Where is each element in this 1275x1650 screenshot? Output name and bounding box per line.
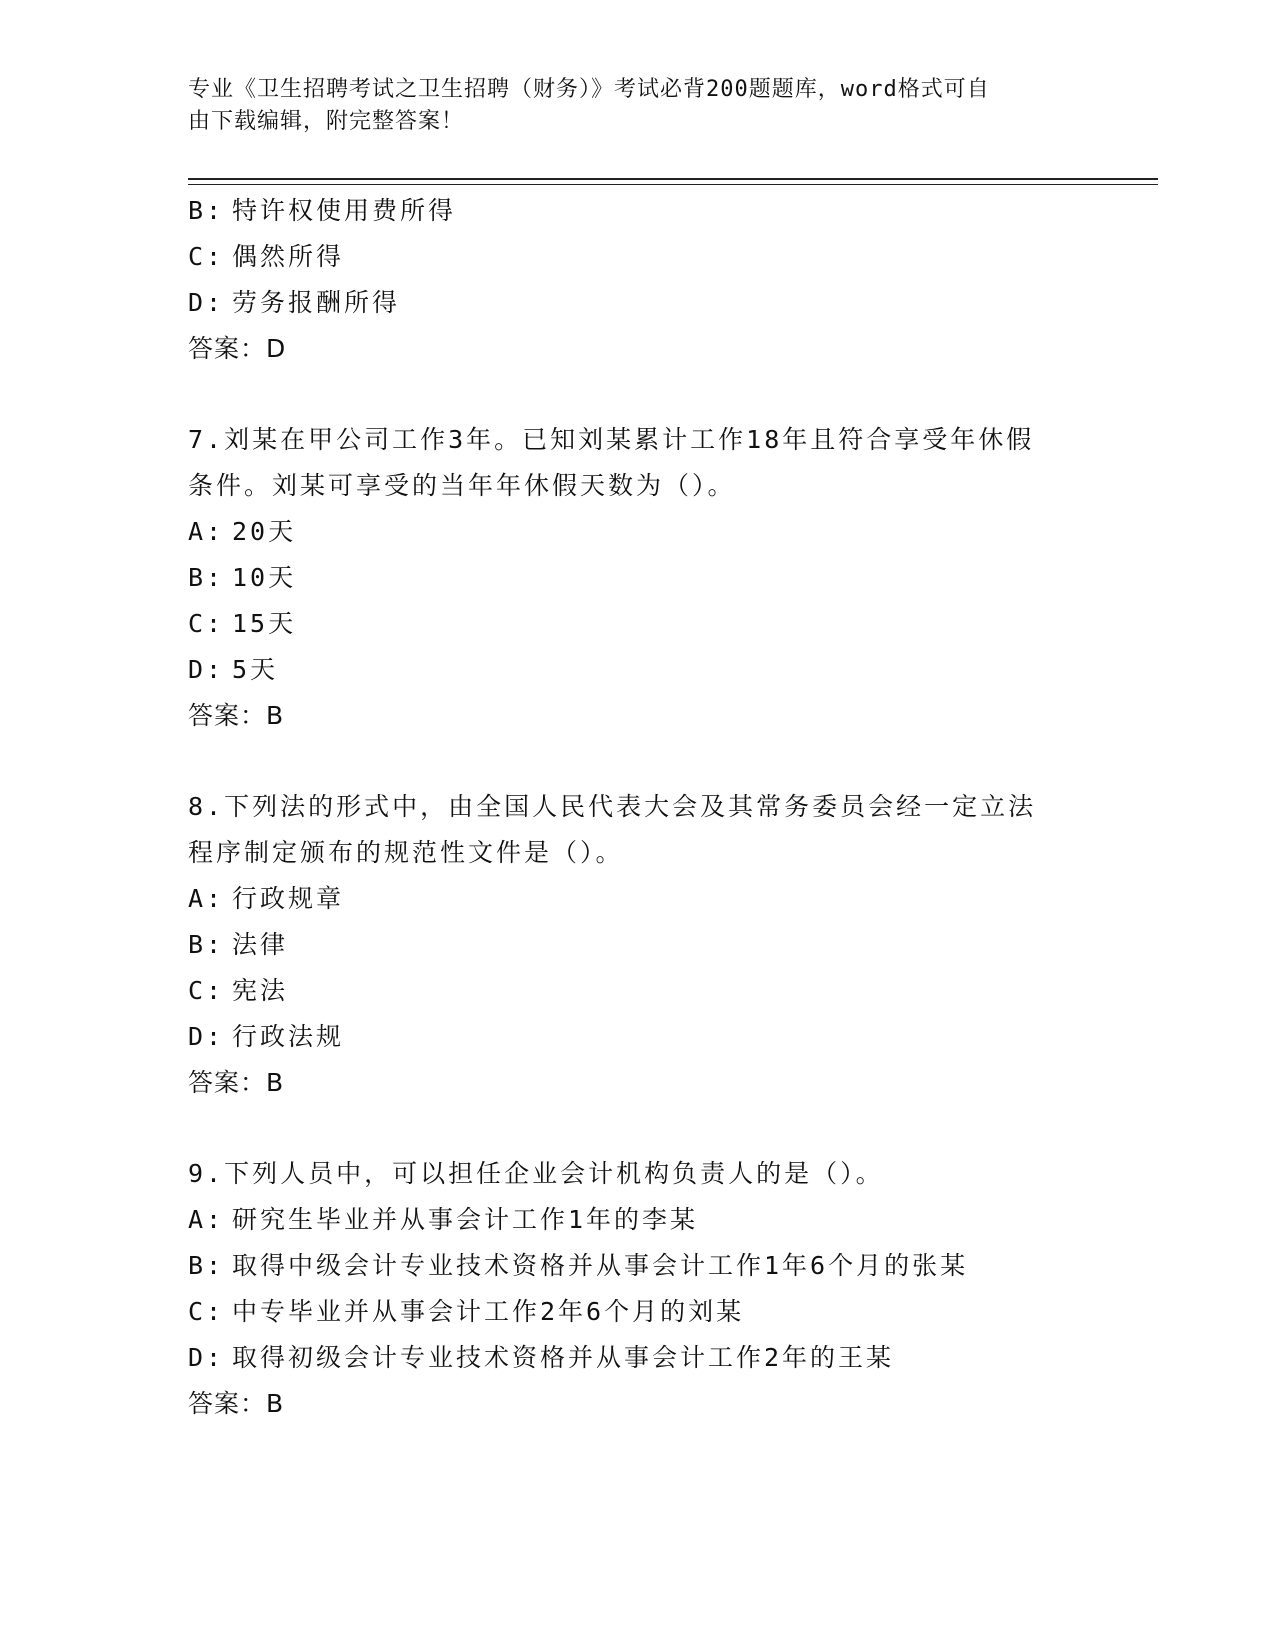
option-text: 取得初级会计专业技术资格并从事会计工作2年的王某 (232, 1343, 895, 1372)
question-7 (188, 417, 1088, 739)
option-text: 偶然所得 (232, 242, 345, 271)
option-label: D: (188, 655, 225, 684)
option-b (188, 188, 1088, 234)
option-b (188, 555, 1088, 601)
option-label: C: (188, 976, 225, 1005)
option-label: A: (188, 884, 225, 913)
option-label: A: (188, 1205, 225, 1234)
answer-line: 答案：D (188, 334, 287, 363)
question-9 (188, 1151, 1088, 1427)
option-label: D: (188, 1022, 225, 1051)
option-label: C: (188, 1297, 225, 1326)
option-b (188, 922, 1088, 968)
question-stem-line: 程序制定颁布的规范性文件是（）。 (188, 838, 624, 867)
question-8 (188, 784, 1088, 1106)
option-d (188, 1335, 1088, 1381)
question-stem-line: 9.下列人员中，可以担任企业会计机构负责人的是（）。 (188, 1159, 884, 1188)
answer-line: 答案：B (188, 1389, 285, 1418)
question-stem-line: 7.刘某在甲公司工作3年。已知刘某累计工作18年且符合享受年休假 (188, 425, 1035, 454)
option-text: 宪法 (232, 976, 289, 1005)
header-line-1: 专业《卫生招聘考试之卫生招聘（财务）》考试必背200题题库，word格式可自 (188, 77, 990, 102)
header-divider-thick (188, 178, 1158, 180)
option-d (188, 647, 1088, 693)
option-text: 行政规章 (232, 884, 345, 913)
option-text: 研究生毕业并从事会计工作1年的李某 (232, 1205, 699, 1234)
option-label: B: (188, 563, 225, 592)
spacer (188, 372, 1088, 417)
answer-line: 答案：B (188, 1068, 285, 1097)
question-stem-line: 8.下列法的形式中，由全国人民代表大会及其常务委员会经一定立法 (188, 792, 1037, 821)
option-label: B: (188, 930, 225, 959)
option-text: 劳务报酬所得 (232, 288, 401, 317)
option-a (188, 509, 1088, 555)
option-label: D: (188, 1343, 225, 1372)
question-list (188, 188, 1088, 1427)
option-text: 取得中级会计专业技术资格并从事会计工作1年6个月的张某 (232, 1251, 969, 1280)
option-text: 20天 (232, 517, 297, 546)
option-text: 中专毕业并从事会计工作2年6个月的刘某 (232, 1297, 745, 1326)
option-label: C: (188, 242, 225, 271)
answer-line: 答案：B (188, 701, 285, 730)
question-stem-line: 条件。刘某可享受的当年年休假天数为（）。 (188, 471, 736, 500)
option-a (188, 876, 1088, 922)
option-text: 特许权使用费所得 (232, 196, 457, 225)
option-text: 5天 (232, 655, 279, 684)
option-text: 15天 (232, 609, 297, 638)
option-label: A: (188, 517, 225, 546)
option-c (188, 234, 1088, 280)
option-label: B: (188, 196, 225, 225)
option-label: D: (188, 288, 225, 317)
option-text: 行政法规 (232, 1022, 345, 1051)
option-label: C: (188, 609, 225, 638)
option-label: B: (188, 1251, 225, 1280)
option-text: 10天 (232, 563, 297, 592)
option-c (188, 968, 1088, 1014)
option-a (188, 1197, 1088, 1243)
option-c (188, 1289, 1088, 1335)
option-c (188, 601, 1088, 647)
spacer (188, 1106, 1088, 1151)
document-header (188, 74, 1088, 138)
option-d (188, 1014, 1088, 1060)
header-divider-thin (188, 184, 1158, 185)
option-d (188, 280, 1088, 326)
option-text: 法律 (232, 930, 289, 959)
spacer (188, 739, 1088, 784)
header-line-2: 由下载编辑，附完整答案！ (188, 109, 465, 134)
option-b (188, 1243, 1088, 1289)
question-6-tail (188, 188, 1088, 372)
